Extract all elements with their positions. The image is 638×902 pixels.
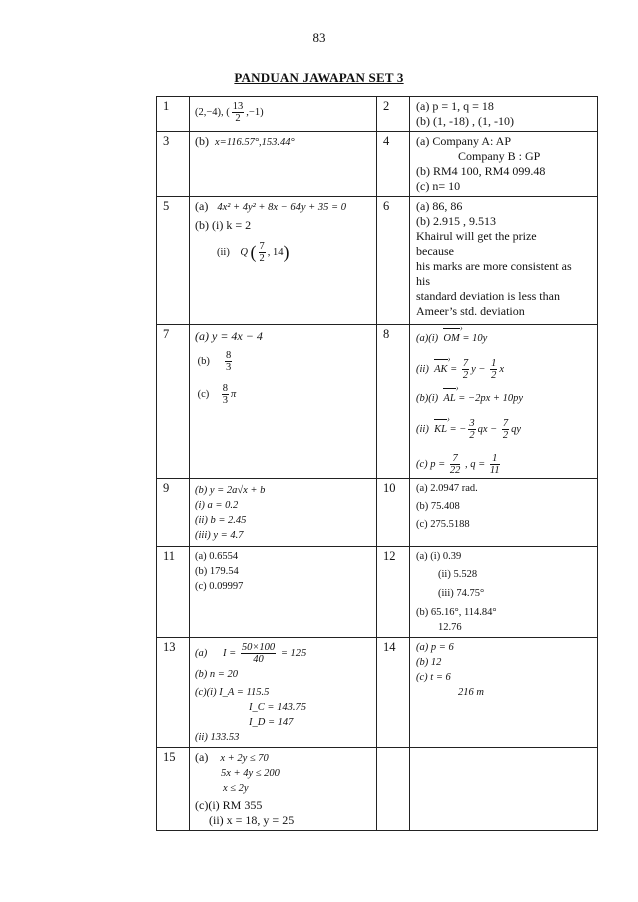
answer-label: (ii) xyxy=(217,246,230,258)
answer-label: (b) xyxy=(197,355,210,367)
question-number: 6 xyxy=(377,197,410,325)
answer-text: (b) y = 2a√x + b xyxy=(195,485,266,496)
question-number: 8 xyxy=(377,325,410,479)
answer-text: (2,−4), xyxy=(195,106,224,118)
answer-text: = 125 xyxy=(280,647,307,659)
question-number: 2 xyxy=(377,97,410,132)
answer-cell xyxy=(410,132,598,197)
answer-cell xyxy=(190,638,377,748)
answer-cell xyxy=(410,197,598,325)
empty-cell xyxy=(410,748,598,831)
table-row xyxy=(157,748,598,831)
answer-label: (a)(i) xyxy=(416,333,439,344)
answer-text: = −2px + 10py xyxy=(458,393,523,404)
numerator: 7 xyxy=(259,241,265,252)
answer-text: his xyxy=(416,274,431,288)
answer-text: I_C = 143.75 xyxy=(249,702,306,713)
denominator: 2 xyxy=(462,370,469,381)
answer-text: (a) (i) 0.39 xyxy=(416,551,462,562)
answer-label: (ii) xyxy=(416,423,429,435)
question-number: 11 xyxy=(157,547,190,638)
fraction xyxy=(490,358,497,381)
table-row xyxy=(157,325,598,479)
answer-label: (ii) xyxy=(416,363,429,375)
answer-text: (a) Company A: AP xyxy=(416,134,511,148)
answer-text: (ii) x = 18, y = 25 xyxy=(209,813,295,827)
answer-text: , q = xyxy=(465,458,486,470)
answer-text: (b) 179.54 xyxy=(195,566,239,577)
question-number: 14 xyxy=(377,638,410,748)
answer-text: (b) n = 20 xyxy=(195,669,238,680)
table-row xyxy=(157,547,598,638)
fraction xyxy=(225,350,232,373)
answer-text: (c) t = 6 xyxy=(416,672,451,683)
inequality: 5x + 4y ≤ 200 xyxy=(221,768,280,779)
fraction xyxy=(259,241,266,264)
point-label: Q xyxy=(240,246,248,258)
answer-text: (iii) y = 4.7 xyxy=(195,530,244,541)
answer-cell xyxy=(190,132,377,197)
denominator: 2 xyxy=(502,430,509,441)
vector-label: OM › xyxy=(443,331,459,346)
question-number: 7 xyxy=(157,325,190,479)
answer-text: Ameer’s std. deviation xyxy=(416,304,525,318)
answer-cell xyxy=(410,97,598,132)
question-number: 1 xyxy=(157,97,190,132)
vector-label: KL › xyxy=(434,422,447,437)
numerator: 8 xyxy=(226,350,232,361)
answer-label: (a) xyxy=(195,199,209,213)
answer-cell xyxy=(410,325,598,479)
vector-label: AK › xyxy=(434,362,447,377)
answer-text: his marks are more consistent as xyxy=(416,259,572,273)
question-number: 10 xyxy=(377,479,410,547)
equation: 4x² + 4y² + 8x − 64y + 35 = 0 xyxy=(217,202,346,213)
answer-text: (a) p = 6 xyxy=(416,642,454,653)
answer-text: (a) y = 4x − 4 xyxy=(195,329,263,343)
answer-text: (c) p = xyxy=(416,458,446,470)
question-number: 3 xyxy=(157,132,190,197)
answer-text: I_D = 147 xyxy=(249,717,294,728)
question-number: 12 xyxy=(377,547,410,638)
numerator: 7 xyxy=(462,358,469,369)
answer-table xyxy=(156,96,598,831)
answer-text: (c)(i) RM 355 xyxy=(195,798,263,812)
denominator: 2 xyxy=(259,253,265,264)
answer-text: (c) 0.09997 xyxy=(195,581,244,592)
fraction xyxy=(222,383,229,406)
answer-cell: (2,−4), ( $\frac{13}{2}$ ,−1) xyxy=(190,97,377,132)
denominator: 11 xyxy=(489,465,500,476)
answer-text: (a) p = 1, q = 18 xyxy=(416,99,494,113)
question-number: 4 xyxy=(377,132,410,197)
fraction xyxy=(241,642,276,665)
numerator: 7 xyxy=(450,453,461,465)
answer-text: (i) a = 0.2 xyxy=(195,500,239,511)
answer-text: (iii) 74.75° xyxy=(438,588,485,599)
numerator: 50×100 xyxy=(241,642,276,653)
answer-text: (b) 12 xyxy=(416,657,442,668)
numerator: 8 xyxy=(222,383,229,394)
answer-text: (c) n= 10 xyxy=(416,179,461,193)
answer-label: (c) xyxy=(197,388,210,400)
answer-label: (b)(i) xyxy=(416,393,439,404)
answer-cell xyxy=(190,325,377,479)
answer-text: because xyxy=(416,244,454,258)
answer-text: (b) 2.915 , 9.513 xyxy=(416,214,496,228)
denominator: 2 xyxy=(235,113,241,124)
question-number: 13 xyxy=(157,638,190,748)
answer-text: (b) 65.16°, 114.84° xyxy=(416,607,497,618)
answer-text: qx − xyxy=(477,423,498,435)
answer-cell xyxy=(410,479,598,547)
table-row xyxy=(157,638,598,748)
answer-cell xyxy=(190,479,377,547)
answer-label: (a) xyxy=(195,647,208,659)
table-row xyxy=(157,132,598,197)
answer-text: (b) RM4 100, RM4 099.48 xyxy=(416,164,546,178)
answer-cell xyxy=(190,547,377,638)
answer-text: (b) (i) k = 2 xyxy=(195,218,252,232)
fraction xyxy=(468,418,475,441)
answer-text: y − xyxy=(471,363,486,375)
question-number: 9 xyxy=(157,479,190,547)
answer-text: (b) (1, -18) , (1, -10) xyxy=(416,114,514,128)
answer-text: I = xyxy=(223,647,237,659)
question-number: 5 xyxy=(157,197,190,325)
answer-text: 12.76 xyxy=(438,622,462,633)
denominator: 2 xyxy=(469,430,475,441)
answer-text: (c) 275.5188 xyxy=(416,519,470,530)
answer-text: (a) 0.6554 xyxy=(195,551,239,562)
answer-text: (c)(i) I_A = 115.5 xyxy=(195,687,270,698)
table-row xyxy=(157,97,598,132)
table-row xyxy=(157,479,598,547)
answer-cell xyxy=(410,547,598,638)
answer-text: , 14 xyxy=(267,246,284,258)
denominator: 3 xyxy=(222,395,229,406)
answer-text: x=116.57°,153.44° xyxy=(215,137,295,148)
answer-label: (a) xyxy=(195,750,209,764)
numerator: 13 xyxy=(232,101,244,112)
answer-text: (a) 86, 86 xyxy=(416,199,463,213)
vector-label: AL › xyxy=(443,391,455,406)
answer-label: (b) xyxy=(195,134,209,148)
answer-text: (ii) b = 2.45 xyxy=(195,515,247,526)
answer-text: ,−1) xyxy=(246,106,264,118)
answer-text: = − xyxy=(449,423,467,435)
fraction xyxy=(462,358,469,381)
answer-text: Khairul will get the prize xyxy=(416,229,537,243)
fraction xyxy=(232,101,245,124)
page-number: 83 xyxy=(312,30,326,45)
answer-text: (a) 2.0947 rad. xyxy=(416,483,478,494)
answer-cell: (a) 4x² + 4y² + 8x − 64y + 35 = 0 (b) (i) k = 2 (ii) Q ( $\frac{7}{2}$ , 14) xyxy=(190,197,377,325)
pi-symbol: π xyxy=(231,388,237,400)
answer-cell xyxy=(410,638,598,748)
table-row xyxy=(157,197,598,325)
inequality: x ≤ 2y xyxy=(223,783,249,794)
answer-text: (ii) 5.528 xyxy=(438,569,478,580)
denominator: 3 xyxy=(226,362,232,373)
page-title: PANDUAN JAWAPAN SET 3 xyxy=(234,70,404,85)
answer-text: (ii) 133.53 xyxy=(195,732,240,743)
answer-text: Company B : GP xyxy=(458,149,541,163)
numerator: 7 xyxy=(502,418,509,429)
answer-text: standard deviation is less than xyxy=(416,289,560,303)
numerator: 1 xyxy=(490,453,500,465)
fraction xyxy=(490,453,500,476)
fraction xyxy=(450,453,461,476)
answer-text: x xyxy=(499,363,505,375)
answer-text: = xyxy=(450,363,458,375)
question-number: 15 xyxy=(157,748,190,831)
answer-cell xyxy=(190,748,377,831)
denominator: 2 xyxy=(491,370,497,381)
answer-text: 216 m xyxy=(458,687,484,698)
inequality: x + 2y ≤ 70 xyxy=(220,753,269,764)
answer-text: qy xyxy=(511,423,522,435)
denominator: 40 xyxy=(253,654,264,665)
denominator: 22 xyxy=(449,465,461,476)
answer-text: = 10y xyxy=(462,333,488,344)
numerator: 1 xyxy=(491,358,497,369)
numerator: 3 xyxy=(469,418,475,429)
answer-text: (b) 75.408 xyxy=(416,501,460,512)
fraction xyxy=(502,418,509,441)
empty-cell xyxy=(377,748,410,831)
